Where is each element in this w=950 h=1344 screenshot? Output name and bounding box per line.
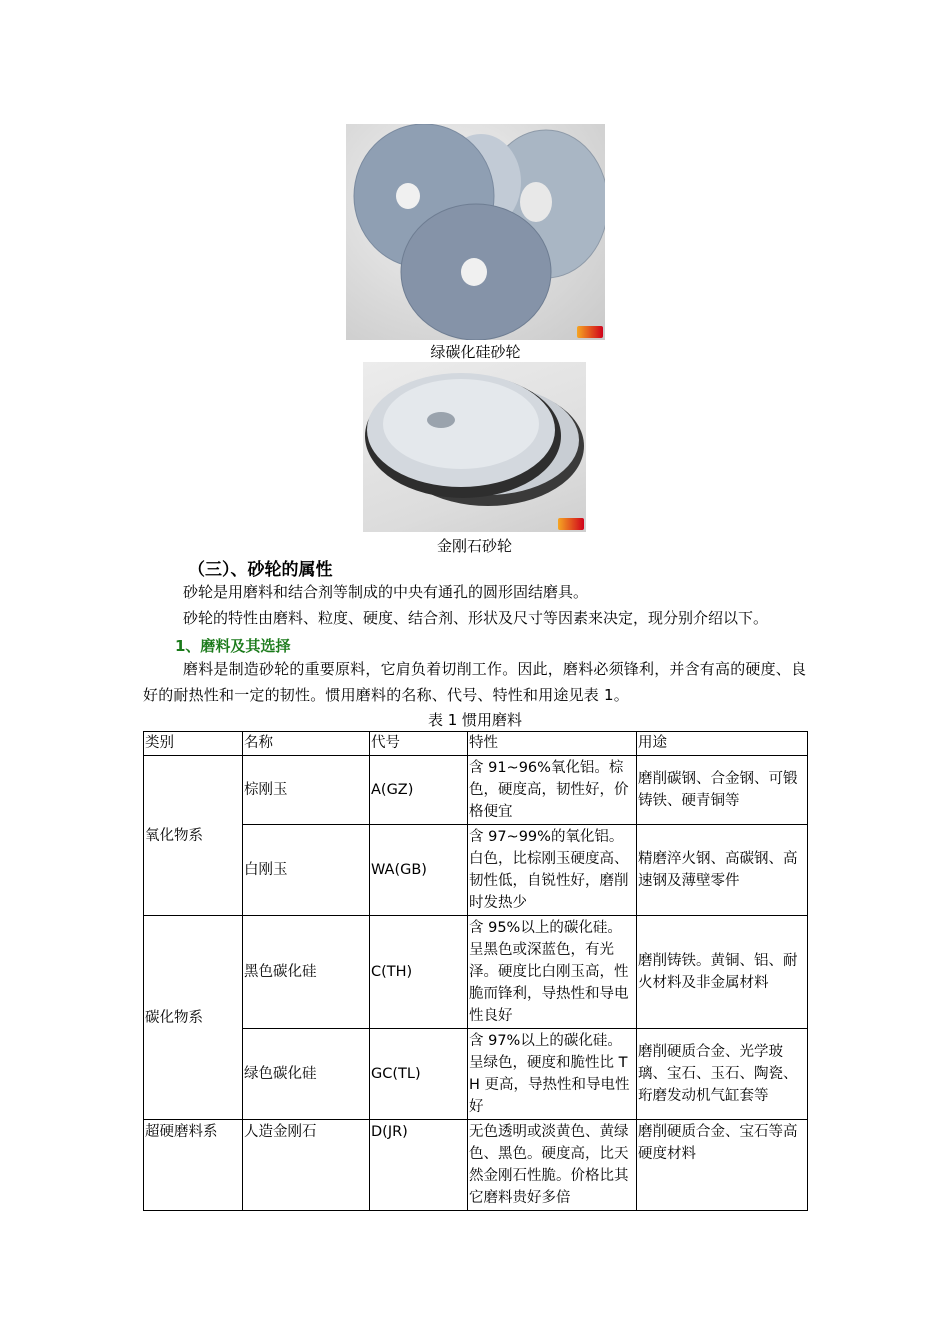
use-cell: 磨削铸铁。黄铜、铝、耐火材料及非金属材料 xyxy=(637,916,808,1029)
table-header-row xyxy=(144,732,808,756)
code-cell: C(TH) xyxy=(370,916,468,1029)
section-heading: （三）、砂轮的属性 xyxy=(188,560,333,580)
figure-caption: 金刚石砂轮 xyxy=(436,537,512,555)
table-row xyxy=(144,825,808,916)
table-row xyxy=(144,916,808,1029)
category-cell: 超硬磨料系 xyxy=(144,1120,243,1211)
paragraph-abrasive: 磨料是制造砂轮的重要原料，它肩负着切削工作。因此，磨料必须锋利，并含有高的硬度、良好的耐热性和一定的韧性。惯用磨料的名称、代号、特性和用途见表 1。 xyxy=(143,660,807,704)
paragraph-definition: 砂轮是用磨料和结合剂等制成的中央有通孔的圆形固结磨具。 xyxy=(183,583,589,601)
name-cell: 绿色碳化硅 xyxy=(243,1029,370,1120)
property-cell: 含 91~96%氧化铝。棕色，硬度高，韧性好，价格便宜 xyxy=(468,756,637,825)
table-row xyxy=(144,1029,808,1120)
paragraph-characteristics: 砂轮的特性由磨料、粒度、硬度、结合剂、形状及尺寸等因素来决定，现分别介绍以下。 xyxy=(183,609,769,627)
name-cell: 棕刚玉 xyxy=(243,756,370,825)
name-cell: 白刚玉 xyxy=(243,825,370,916)
header-property: 特性 xyxy=(468,732,637,756)
use-cell: 磨削碳钢、合金钢、可锻铸铁、硬青铜等 xyxy=(637,756,808,825)
property-cell: 含 97%以上的碳化硅。呈绿色，硬度和脆性比 TH 更高，导热性和导电性好 xyxy=(468,1029,637,1120)
table-row xyxy=(144,1120,808,1211)
use-cell: 磨削硬质合金、宝石等高硬度材料 xyxy=(637,1120,808,1211)
property-cell: 含 95%以上的碳化硅。呈黑色或深蓝色，有光泽。硬度比白刚玉高，性脆而锋利，导热性和导电性良好 xyxy=(468,916,637,1029)
code-cell: A(GZ) xyxy=(370,756,468,825)
property-cell: 无色透明或淡黄色、黄绿色、黑色。硬度高，比天然金刚石性脆。价格比其它磨料贵好多倍 xyxy=(468,1120,637,1211)
code-cell: D(JR) xyxy=(370,1120,468,1211)
watermark-logo xyxy=(558,518,584,530)
category-cell: 氧化物系 xyxy=(144,756,243,916)
figure-caption: 绿碳化硅砂轮 xyxy=(430,343,521,361)
property-cell: 含 97~99%的氧化铝。白色，比棕刚玉硬度高、韧性低，自锐性好，磨削时发热少 xyxy=(468,825,637,916)
watermark-logo xyxy=(577,326,603,338)
name-cell: 黑色碳化硅 xyxy=(243,916,370,1029)
header-name: 名称 xyxy=(243,732,370,756)
table-caption: 表 1 惯用磨料 xyxy=(427,711,523,729)
header-use: 用途 xyxy=(637,732,808,756)
code-cell: GC(TL) xyxy=(370,1029,468,1120)
abrasives-table xyxy=(143,731,808,1211)
header-category: 类别 xyxy=(144,732,243,756)
code-cell: WA(GB) xyxy=(370,825,468,916)
diamond-wheel-photo xyxy=(363,362,586,532)
name-cell: 人造金刚石 xyxy=(243,1120,370,1211)
header-code: 代号 xyxy=(370,732,468,756)
green-sic-wheel-photo xyxy=(346,124,605,340)
category-cell: 碳化物系 xyxy=(144,916,243,1120)
use-cell: 精磨淬火钢、高碳钢、高速钢及薄壁零件 xyxy=(637,825,808,916)
use-cell: 磨削硬质合金、光学玻璃、宝石、玉石、陶瓷、珩磨发动机气缸套等 xyxy=(637,1029,808,1120)
sub-heading: 1、磨料及其选择 xyxy=(175,637,291,655)
table-row xyxy=(144,756,808,825)
